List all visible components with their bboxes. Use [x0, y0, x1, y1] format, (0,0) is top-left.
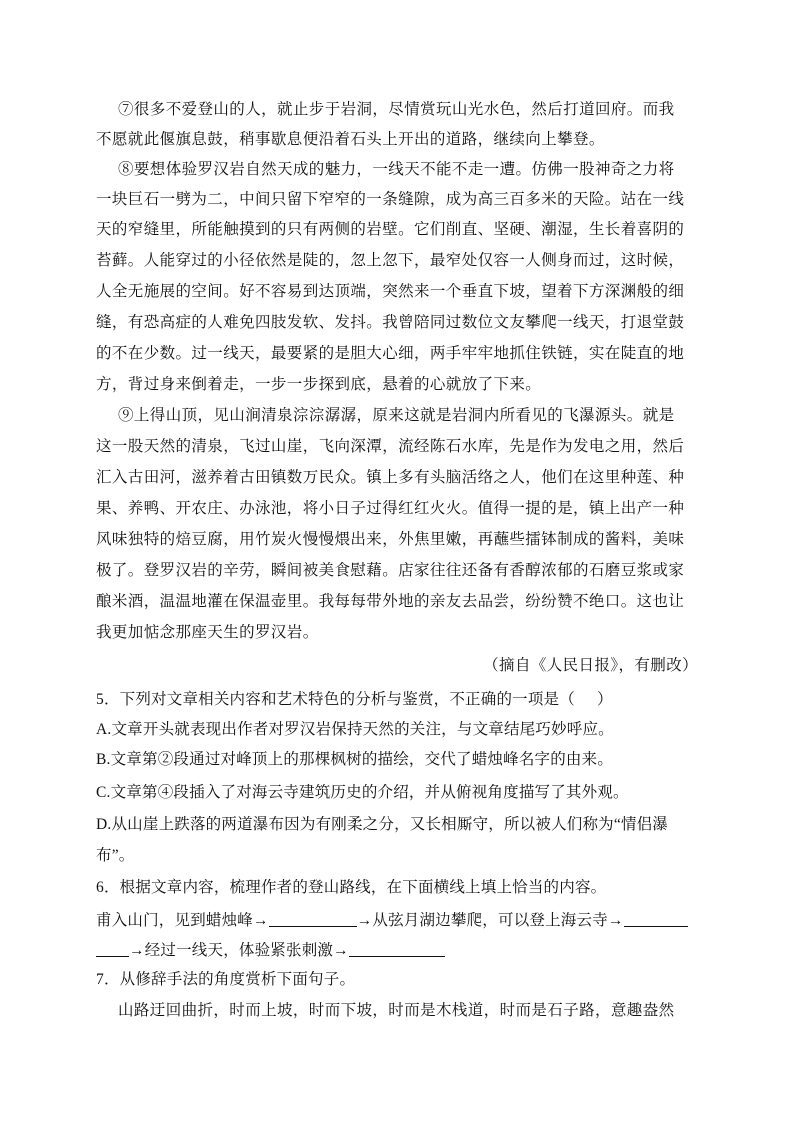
paragraph-8-line-6: 缝，有恐高症的人难免四肢发软、发抖。我曾陪同过数位文友攀爬一线天，打退堂鼓 — [96, 313, 685, 331]
paragraph-8-line-7: 的不在少数。过一线天，最要紧的是胆大心细，两手牢牢地抓住铁链，实在陡直的地 — [96, 344, 685, 362]
paragraph-7-line-1: ⑦很多不爱登山的人，就止步于岩洞，尽情赏玩山光水色，然后打道回府。而我 — [118, 100, 675, 118]
paragraph-8-line-3: 天的窄缝里，所能触摸到的只有两侧的岩壁。它们削直、坚硬、潮湿，生长着喜阴的 — [96, 220, 685, 238]
paragraph-9-line-4: 果、养鸭、开农庄、办泳池，将小日子过得红红火火。值得一提的是，镇上出产一种 — [96, 499, 685, 517]
source-citation: （摘自《人民日报》，有删改） — [483, 656, 698, 674]
option-d-line-2: 布”。 — [96, 847, 135, 864]
option-b: B.文章第②段通过对峰顶上的那棵枫树的描绘，交代了蜡烛峰名字的由来。 — [96, 751, 614, 768]
option-c: C.文章第④段插入了对海云寺建筑历史的介绍，并从俯视角度描写了其外观。 — [96, 784, 629, 801]
paragraph-8-line-1: ⑧要想体验罗汉岩自然天成的魅力，一线天不能不走一遭。仿佛一股神奇之力将 — [118, 160, 675, 178]
question-7-stem: 7．从修辞手法的角度赏析下面句子。 — [96, 971, 356, 988]
paragraph-9-line-6: 极了。登罗汉岩的辛劳，瞬间被美食慰藉。店家往往还备有香醇浓郁的石磨豆浆或家 — [96, 561, 685, 579]
question-7-quote: 山路迂回曲折，时而上坡，时而下坡，时而是木栈道，时而是石子路，意趣盎然 — [118, 1001, 675, 1019]
route-segment-2: →从弦月湖边攀爬，可以登上海云寺→ — [356, 912, 624, 929]
question-6-route-line-2 — [96, 940, 698, 961]
answer-blank-2-part-1[interactable] — [624, 910, 688, 927]
paragraph-9-line-8: 我更加惦念那座天生的罗汉岩。 — [96, 623, 319, 641]
paragraph-9-line-1: ⑨上得山顶，见山涧清泉淙淙潺潺，原来这就是岩洞内所看见的飞瀑源头。就是 — [118, 406, 675, 424]
question-5-stem — [96, 690, 698, 710]
paragraph-9-line-7: 酿米酒，温温地灌在保温壶里。我每每带外地的亲友去品尝，纷纷赞不绝口。这也让 — [96, 592, 685, 610]
answer-blank-3[interactable] — [349, 940, 445, 957]
paragraph-8-line-4: 苔藓。人能穿过的小径依然是陡的，忽上忽下，最窄处仅容一人侧身而过，这时候， — [96, 251, 685, 269]
route-segment-3: →经过一线天，体验紧张刺激→ — [129, 942, 349, 959]
question-6-route-line-1 — [96, 910, 698, 931]
option-a: A.文章开头就表现出作者对罗汉岩保持天然的关注，与文章结尾巧妙呼应。 — [96, 721, 614, 738]
question-5-stem-close: ） — [596, 691, 613, 708]
question-6-stem: 6．根据文章内容，梳理作者的登山路线，在下面横线上填上恰当的内容。 — [96, 879, 607, 896]
paragraph-8-line-2: 一块巨石一劈为二，中间只留下窄窄的一条缝隙，成为高三百多米的天险。站在一线 — [96, 190, 685, 208]
question-5-stem-text: 5．下列对文章相关内容和艺术特色的分析与鉴赏，不正确的一项是（ — [96, 691, 575, 708]
route-segment-1: 甫入山门，见到蜡烛峰→ — [96, 912, 269, 929]
answer-blank-1[interactable] — [269, 910, 357, 927]
paragraph-9-line-2: 这一股天然的清泉，飞过山崖，飞向深潭，流经陈石水库，先是作为发电之用，然后 — [96, 437, 685, 455]
option-d-line-1: D.从山崖上跌落的两道瀑布因为有刚柔之分，又长相厮守，所以被人们称为“情侣瀑 — [96, 816, 669, 833]
paragraph-9-line-5: 风味独特的焙豆腐，用竹炭火慢慢煨出来，外焦里嫩，再蘸些擂钵制成的酱料，美味 — [96, 530, 685, 548]
paragraph-7-line-2: 不愿就此偃旗息鼓，稍事歇息便沿着石头上开出的道路，继续向上攀登。 — [96, 130, 605, 148]
paragraph-9-line-3: 汇入古田河，滋养着古田镇数万民众。镇上多有头脑活络之人，他们在这里种莲、种 — [96, 468, 685, 486]
answer-blank-2-part-2[interactable] — [96, 940, 129, 957]
paragraph-8-line-5: 人全无施展的空间。好不容易到达顶端，突然来一个垂直下坡，望着下方深渊般的细 — [96, 282, 685, 300]
paragraph-8-line-8: 方，背过身来倒着走，一步一步探到底，悬着的心就放了下来。 — [96, 375, 542, 393]
